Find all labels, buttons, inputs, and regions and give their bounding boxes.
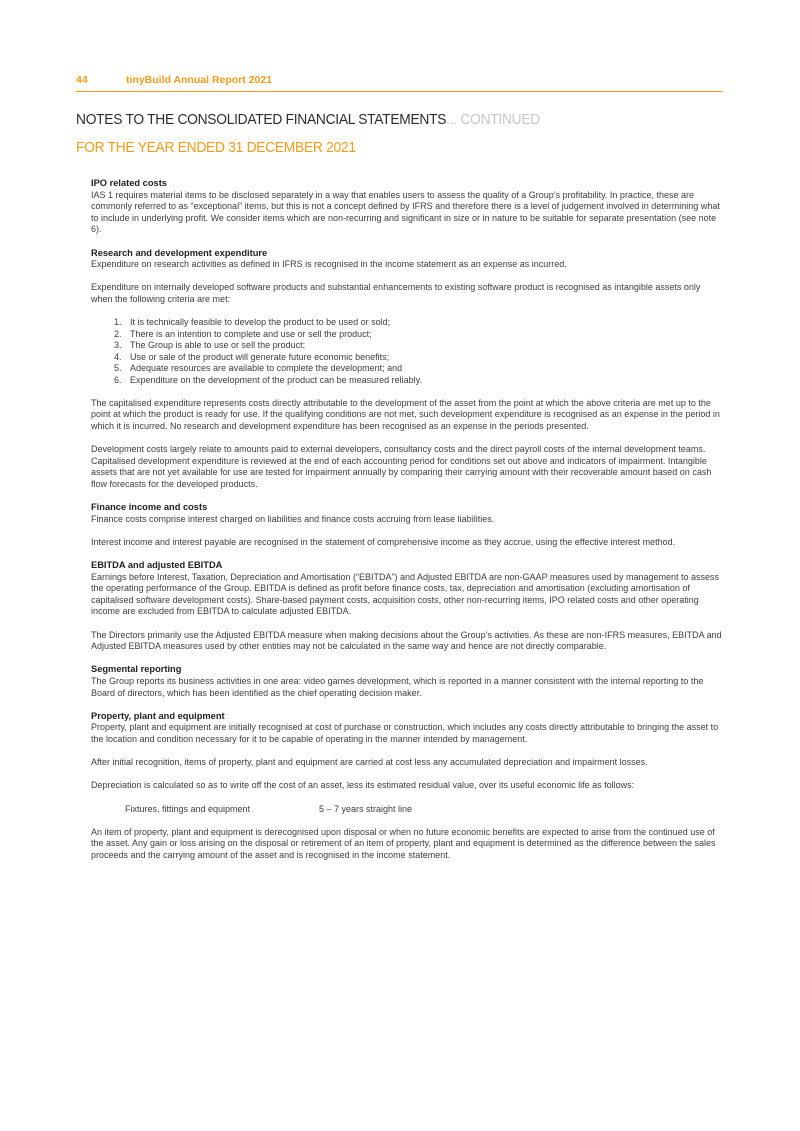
paragraph: Interest income and interest payable are recognised in the statement of comprehensive income as they accrue, using the effective interest method.	[91, 536, 676, 547]
paragraph: The Group reports its business activities in one area: video games development, which is reported in a manner consistent with the internal reporting to the Board of directors, which has been identified as the chief operating decision maker.	[91, 675, 704, 698]
section-heading: IPO related costs	[91, 178, 167, 188]
criteria-list	[91, 317, 724, 386]
paragraph: After initial recognition, items of property, plant and equipment are carried at cost less any accumulated depreciation and impairment losses.	[91, 757, 648, 768]
paragraph: Development costs largely relate to amounts paid to external developers, consultancy costs and the direct payroll costs of the internal development teams. Capitalised development expenditure is reviewed at the end of each accounting period for conditions set out above and indicators of impairment. Intangible assets that are not yet available for use are tested for impairment annually by comparing their carrying amount with their recoverable amount based on cash flow forecasts for the developed products.	[91, 444, 712, 489]
section-finance-income	[91, 502, 724, 548]
page-subtitle: FOR THE YEAR ENDED 31 DECEMBER 2021	[76, 139, 356, 156]
useful-life-value: 5 – 7 years straight line	[319, 803, 413, 814]
paragraph: Earnings before Interest, Taxation, Depreciation and Amortisation (“EBITDA”) and Adjusted EBITDA are non-GAAP measures used by management to assess the operating performance of the Group. EBITDA is defined as profit before finance costs, tax, depreciation and amortisation (excluding amortisation of capitalised software development costs). Share-based payment costs, acquisition costs, other non-recurring items, IPO related costs and other operating income are excluded from EBITDA to calculate adjusted EBITDA.	[91, 571, 719, 617]
asset-class-label: Fixtures, fittings and equipment	[125, 803, 251, 814]
list-item: 2. There is an intention to complete and use or sell the product;	[124, 329, 724, 341]
list-item: 5. Adequate resources are available to complete the development; and	[124, 363, 724, 375]
paragraph: Expenditure on research activities as defined in IFRS is recognised in the income statement as an expense as incurred.	[91, 259, 567, 270]
title-main: NOTES TO THE CONSOLIDATED FINANCIAL STATEMENTS	[76, 111, 447, 128]
paragraph: Finance costs comprise interest charged on liabilities and finance costs accruing from lease liabilities.	[91, 513, 495, 524]
list-item: 4. Use or sale of the product will generate future economic benefits;	[124, 352, 724, 364]
section-heading: Research and development expenditure	[91, 247, 268, 258]
section-heading: EBITDA and adjusted EBITDA	[91, 560, 223, 571]
section-segmental-reporting	[91, 664, 724, 699]
paragraph: Property, plant and equipment are initially recognised at cost of purchase or construction, which includes any costs directly attributable to bringing the asset to the location and condition necessary for it to be capable of operating in the manner intended by management.	[91, 722, 719, 744]
document-body	[91, 178, 724, 873]
list-item: 6. Expenditure on the development of the product can be measured reliably.	[124, 375, 724, 387]
paragraph: An item of property, plant and equipment is derecognised upon disposal or when no future economic benefits are expected to arise from the continued use of the asset. Any gain or loss arising on the disposal or retirement of an item of property, plant and equipment is determined as the difference between the sales proceeds and the carrying amount of the asset and is recognised in the income statement.	[91, 826, 716, 860]
paragraph: The capitalised expenditure represents costs directly attributable to the development of the asset from the point at which the above criteria are met up to the point at which the product is ready for use. If the qualifying conditions are not met, such development expenditure is recognised as an expense in the period in which it is incurred. No research and development expenditure has been recognised as an expense in the periods presented.	[91, 397, 720, 431]
section-property-plant-equipment	[91, 711, 724, 862]
paragraph: IAS 1 requires material items to be disclosed separately in a way that enables users to assess the quality of a Group’s profitability. In practice, these are commonly referred to as “exceptional” items, but this is not a concept defined by IFRS and therefore there is a level of judgement involved in determining what to include in underlying profit. We consider items which are non-recurring and significant in size or in nature to be suitable for separate presentation (see note 6).	[91, 189, 720, 235]
section-heading: Finance income and costs	[91, 502, 208, 513]
paragraph: The Directors primarily use the Adjusted EBITDA measure when making decisions about the Group’s activities. As these are non-IFRS measures, EBITDA and Adjusted EBITDA measures used by other entities may not be calculated in the same way and hence are not directly comparable.	[91, 629, 722, 652]
report-title: tinyBuild Annual Report 2021	[126, 74, 273, 86]
section-heading: Property, plant and equipment	[91, 710, 225, 721]
title-continued: ... CONTINUED	[446, 111, 540, 128]
paragraph: Depreciation is calculated so as to write off the cost of an asset, less its estimated residual value, over its useful economic life as follows:	[91, 780, 635, 791]
list-item: 3. The Group is able to use or sell the product;	[124, 340, 724, 352]
section-research-development	[91, 248, 724, 491]
page-header	[76, 74, 723, 92]
section-heading: Segmental reporting	[91, 664, 182, 675]
page-number: 44	[76, 74, 88, 86]
paragraph: Expenditure on internally developed software products and substantial enhancements to existing software product is recognised as intangible assets only when the following criteria are met:	[91, 282, 701, 304]
section-ipo-costs	[91, 178, 724, 236]
page-title	[76, 111, 671, 128]
depreciation-row	[91, 804, 724, 816]
list-item: 1. It is technically feasible to develop the product to be used or sold;	[124, 317, 724, 329]
section-ebitda	[91, 560, 724, 653]
